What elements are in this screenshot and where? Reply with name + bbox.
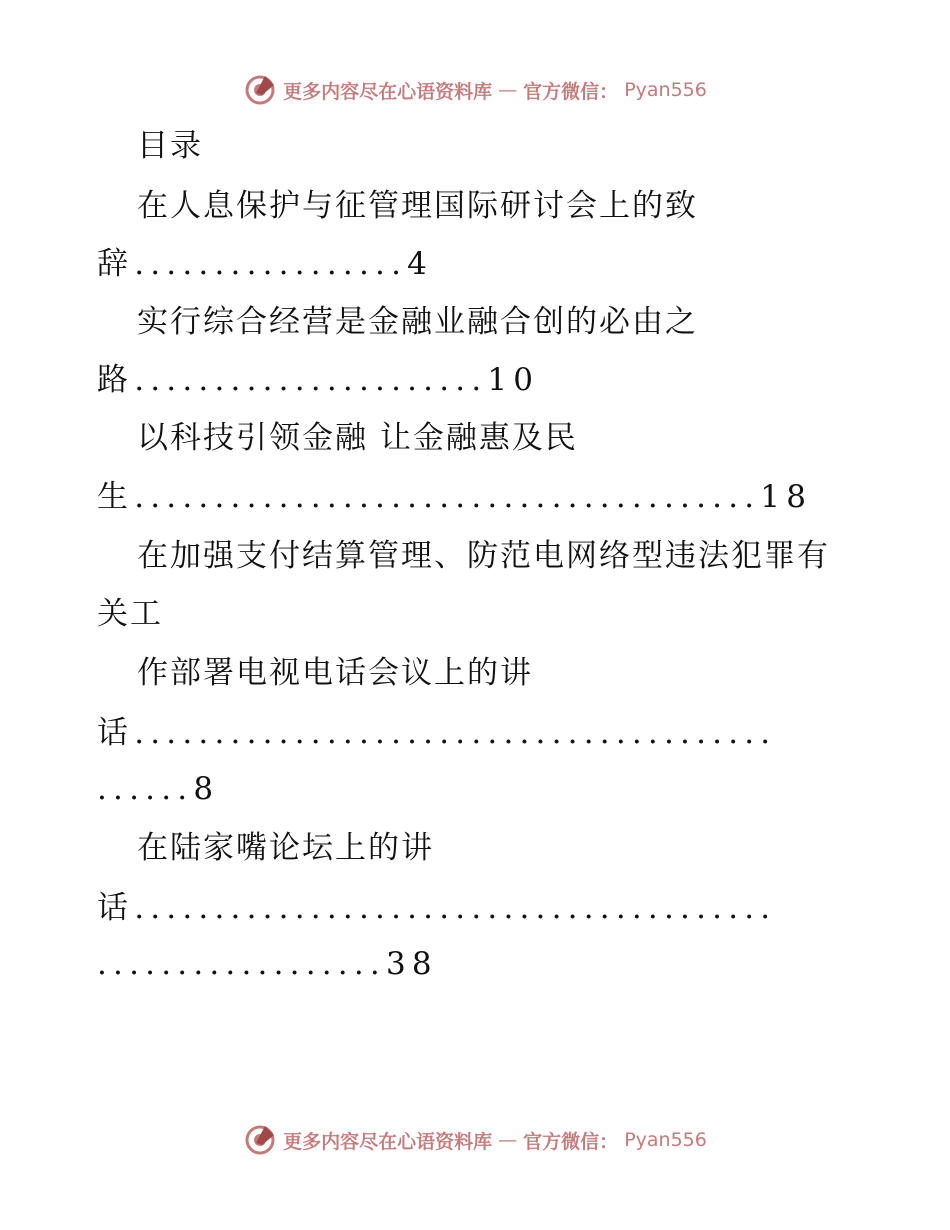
- header-watermark: [0, 72, 950, 108]
- toc-heading: 目录: [137, 128, 203, 164]
- watermark-wechat-label: 官方微信：: [523, 1130, 619, 1153]
- toc-line: 生.......................................18: [97, 479, 813, 515]
- footer-watermark: [0, 1122, 950, 1158]
- watermark-brand: 更多内容尽在心语资料库: [283, 80, 493, 103]
- toc-line: ..................38: [97, 946, 438, 982]
- toc-line: ......8: [97, 771, 220, 807]
- watermark-wechat-id: Pyan556: [624, 1129, 707, 1151]
- watermark-separator: —: [498, 79, 518, 101]
- toc-line: 在加强支付结算管理、防范电网络型违法犯罪有: [137, 538, 830, 574]
- brand-logo-icon: [243, 1123, 277, 1157]
- toc-line: 话........................................: [97, 715, 777, 751]
- toc-line: 以科技引领金融 让金融惠及民: [137, 420, 578, 456]
- toc-line: 作部署电视电话会议上的讲: [137, 655, 533, 691]
- toc-line: 在陆家嘴论坛上的讲: [137, 830, 434, 866]
- brand-logo-icon: [243, 73, 277, 107]
- toc-line: 实行综合经营是金融业融合创的必由之: [137, 304, 698, 340]
- toc-line: 路......................10: [97, 362, 540, 398]
- watermark-separator: —: [498, 1129, 518, 1151]
- toc-line: 辞.................4: [97, 246, 434, 282]
- watermark-wechat-label: 官方微信：: [523, 80, 619, 103]
- watermark-wechat-id: Pyan556: [624, 79, 707, 101]
- toc-line: 关工: [97, 596, 163, 632]
- toc-line: 在人息保护与征管理国际研讨会上的致: [137, 188, 698, 224]
- toc-line: 话........................................: [97, 890, 777, 926]
- watermark-brand: 更多内容尽在心语资料库: [283, 1130, 493, 1153]
